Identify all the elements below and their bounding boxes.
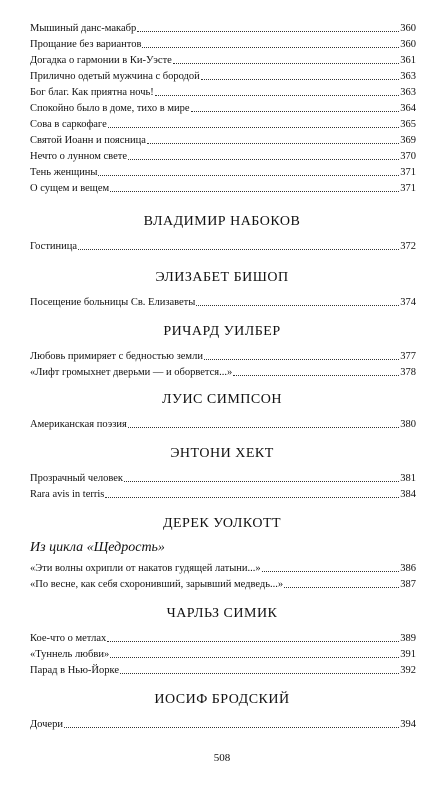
entry-title: Американская поэзия — [30, 419, 127, 430]
toc-entry — [30, 296, 416, 309]
toc-entry — [30, 366, 416, 379]
leader-dots — [262, 563, 400, 572]
entry-title: Посещение больницы Св. Елизаветы — [30, 297, 196, 308]
toc-entry — [30, 118, 416, 131]
entry-title: Прощание без вариантов — [30, 39, 142, 50]
entry-page: 381 — [400, 473, 416, 484]
toc-entry — [30, 648, 416, 661]
entry-title: «По весне, как себя схоронивший, зарывший медведь...» — [30, 579, 284, 590]
entry-page: 370 — [400, 151, 416, 162]
toc-entry — [30, 182, 416, 195]
leader-dots — [137, 23, 399, 32]
leader-dots — [120, 665, 399, 674]
toc-entry — [30, 22, 416, 35]
leader-dots — [105, 489, 399, 498]
leader-dots — [128, 151, 399, 160]
entry-title: «Туннель любви» — [30, 649, 110, 660]
entry-title: «Эти волны охрипли от накатов гудящей латыни...» — [30, 563, 261, 574]
entry-page: 363 — [400, 87, 416, 98]
toc-entry — [30, 578, 416, 591]
toc-entry — [30, 86, 416, 99]
author-heading: ДЕРЕК УОЛКОТТ — [162, 516, 282, 531]
entry-page: 364 — [400, 103, 416, 114]
entry-title: Нечто о лунном свете — [30, 151, 127, 162]
toc-entry — [30, 134, 416, 147]
leader-dots — [108, 119, 399, 128]
entry-title: Мышиный данс-макабр — [30, 23, 137, 34]
entry-page: 378 — [400, 367, 416, 378]
author-heading: ВЛАДИМИР НАБОКОВ — [143, 214, 301, 229]
entry-title: О сущем и вещем — [30, 183, 110, 194]
entry-page: 377 — [400, 351, 416, 362]
entry-page: 361 — [400, 55, 416, 66]
entry-page: 360 — [400, 39, 416, 50]
entry-title: Прозрачный человек — [30, 473, 124, 484]
leader-dots — [98, 167, 399, 176]
author-heading: ЭЛИЗАБЕТ БИШОП — [155, 270, 289, 285]
leader-dots — [110, 649, 399, 658]
entry-page: 369 — [400, 135, 416, 146]
entry-title: Парад в Нью-Йорке — [30, 665, 119, 676]
toc-entry — [30, 70, 416, 83]
cycle-heading: Из цикла «Щедрость» — [30, 540, 165, 555]
entry-title: Догадка о гармонии в Ки-Уэсте — [30, 55, 172, 66]
author-heading: РИЧАРД УИЛБЕР — [163, 324, 281, 339]
author-heading: ЧАРЛЬЗ СИМИК — [166, 606, 278, 621]
leader-dots — [201, 71, 399, 80]
toc-entry — [30, 632, 416, 645]
toc-entry — [30, 418, 416, 431]
entry-title: Прилично одетый мужчина с бородой — [30, 71, 200, 82]
toc-entry — [30, 718, 416, 731]
toc-entry — [30, 38, 416, 51]
entry-title: Тень женщины — [30, 167, 98, 178]
toc-entry — [30, 54, 416, 67]
leader-dots — [204, 351, 399, 360]
toc-entry — [30, 350, 416, 363]
author-heading: ИОСИФ БРОДСКИЙ — [154, 692, 290, 707]
leader-dots — [124, 473, 399, 482]
leader-dots — [107, 633, 399, 642]
leader-dots — [173, 55, 399, 64]
entry-page: 384 — [400, 489, 416, 500]
toc-entry — [30, 240, 416, 253]
leader-dots — [64, 719, 399, 728]
leader-dots — [78, 241, 399, 250]
entry-page: 392 — [400, 665, 416, 676]
leader-dots — [233, 367, 399, 376]
leader-dots — [142, 39, 399, 48]
leader-dots — [110, 183, 399, 192]
entry-title: Бог благ. Как приятна ночь! — [30, 87, 154, 98]
leader-dots — [155, 87, 399, 96]
leader-dots — [147, 135, 399, 144]
toc-entry — [30, 166, 416, 179]
entry-page: 365 — [400, 119, 416, 130]
entry-page: 387 — [400, 579, 416, 590]
toc-entry — [30, 150, 416, 163]
entry-page: 391 — [400, 649, 416, 660]
leader-dots — [191, 103, 400, 112]
entry-page: 363 — [400, 71, 416, 82]
entry-title: Дочери — [30, 719, 63, 730]
toc-entry — [30, 664, 416, 677]
entry-title: Rara avis in terris — [30, 489, 105, 500]
toc-entry — [30, 562, 416, 575]
entry-title: Спокойно было в доме, тихо в мире — [30, 103, 190, 114]
author-heading: ЭНТОНИ ХЕКТ — [170, 446, 274, 461]
entry-page: 372 — [400, 241, 416, 252]
entry-title: «Лифт громыхнет дверьми — и оборвется...» — [30, 367, 233, 378]
entry-title: Любовь примиряет с бедностью земли — [30, 351, 203, 362]
entry-title: Сова в саркофаге — [30, 119, 107, 130]
entry-title: Кое-что о метлах — [30, 633, 107, 644]
leader-dots — [196, 297, 399, 306]
page-number: 508 — [213, 752, 231, 764]
leader-dots — [128, 419, 399, 428]
entry-page: 386 — [400, 563, 416, 574]
leader-dots — [284, 579, 399, 588]
toc-entry — [30, 102, 416, 115]
entry-title: Гостиница — [30, 241, 78, 252]
entry-page: 371 — [400, 183, 416, 194]
author-heading: ЛУИС СИМПСОН — [162, 392, 282, 407]
entry-page: 371 — [400, 167, 416, 178]
entry-page: 374 — [400, 297, 416, 308]
toc-entry — [30, 488, 416, 501]
entry-page: 380 — [400, 419, 416, 430]
toc-entry — [30, 472, 416, 485]
entry-page: 389 — [400, 633, 416, 644]
entry-title: Святой Иоанн и поясница — [30, 135, 146, 146]
entry-page: 394 — [400, 719, 416, 730]
entry-page: 360 — [400, 23, 416, 34]
